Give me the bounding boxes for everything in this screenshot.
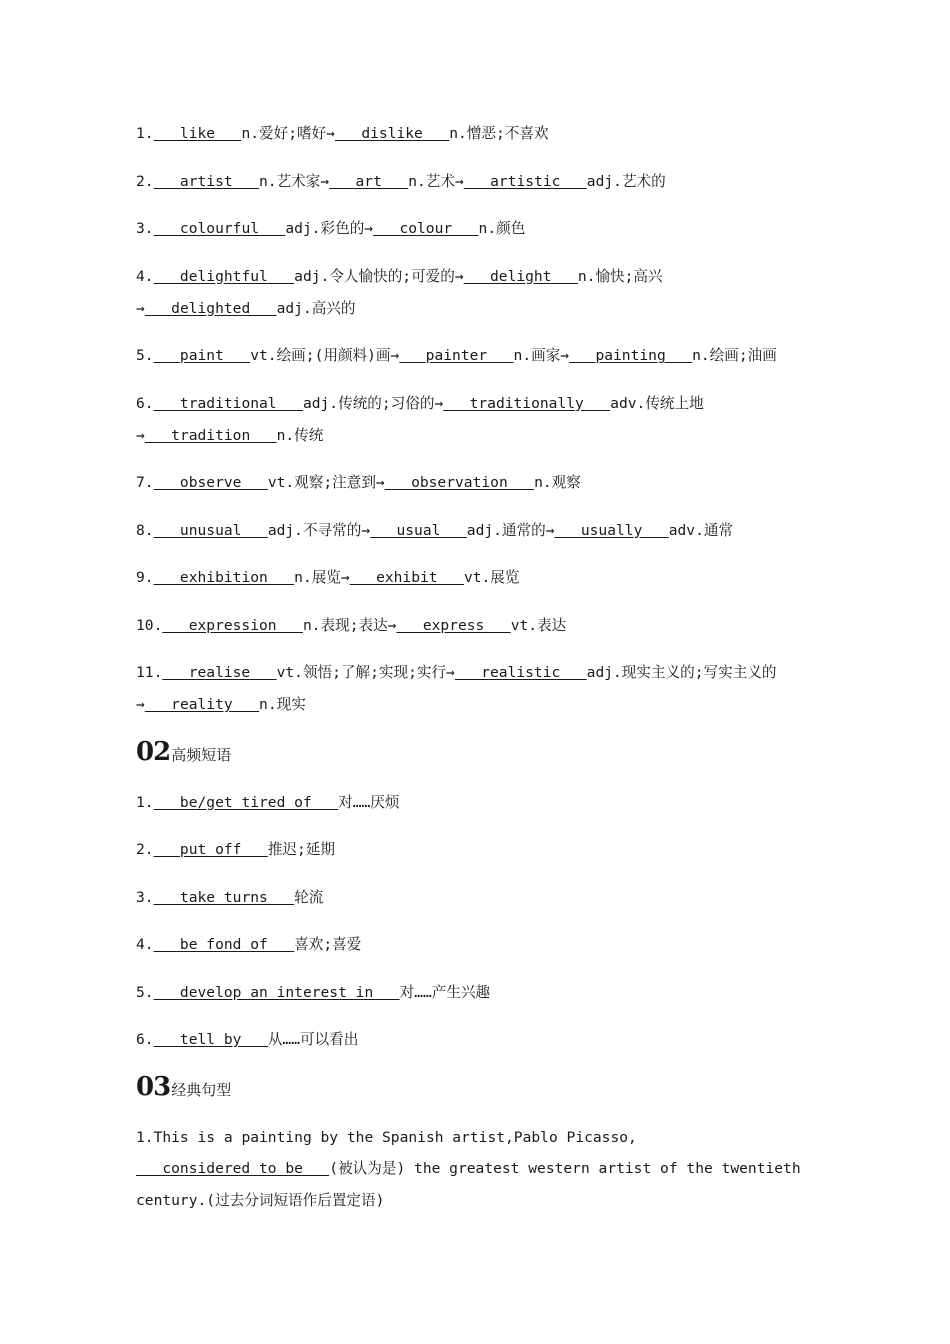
answer-blank: reality	[144, 696, 260, 713]
answer-blank: be fond of	[153, 936, 295, 953]
answer-blank: tradition	[144, 426, 277, 444]
item-number: 5.	[136, 983, 154, 1001]
definition-text: 喜欢;喜爱	[294, 936, 362, 953]
item-number: 1.	[136, 1128, 154, 1146]
vocab-item	[136, 657, 808, 721]
answer-blank: delight	[463, 267, 578, 285]
item-number: 7.	[136, 474, 154, 491]
answer-blank: colourful	[153, 220, 286, 237]
definition-text: n.现实	[259, 696, 306, 713]
definition-text: n.绘画;油画	[692, 347, 777, 364]
phrase-item	[136, 834, 808, 866]
vocab-item	[136, 166, 808, 198]
section-number: 02	[136, 736, 171, 767]
answer-blank: realistic	[454, 664, 587, 681]
definition-text: vt.表达	[510, 616, 567, 634]
answer-blank: delighted	[144, 299, 277, 317]
definition-text: n.观察	[534, 474, 581, 491]
item-number: 2.	[136, 172, 154, 190]
answer-blank: paint	[153, 347, 251, 364]
definition-text: adj.高兴的	[276, 299, 356, 317]
definition-text: adv.传统上地→	[136, 394, 704, 444]
worksheet-page	[136, 118, 808, 1216]
definition-text: adj.彩色的→	[285, 220, 374, 237]
item-number: 1.	[136, 125, 154, 142]
phrase-list	[136, 787, 808, 1057]
answer-blank: artistic	[463, 172, 587, 190]
definition-text: 从……可以看出	[267, 1031, 359, 1048]
answer-blank: painter	[399, 347, 514, 364]
answer-blank: delightful	[153, 267, 295, 285]
definition-text: n.展览→	[294, 569, 350, 586]
answer-blank: artist	[153, 172, 260, 190]
definition-text: n.憎恶;不喜欢	[449, 125, 549, 142]
answer-blank: unusual	[153, 521, 268, 539]
item-number: 2.	[136, 841, 154, 858]
definition-text: n.爱好;嗜好→	[241, 125, 335, 142]
answer-blank: take turns	[153, 888, 295, 906]
item-number: 10.	[136, 616, 163, 634]
answer-blank: painting	[569, 347, 693, 364]
item-number: 3.	[136, 888, 154, 906]
section-title: 高频短语	[171, 745, 232, 764]
answer-blank: usually	[554, 521, 669, 539]
phrase-item	[136, 1024, 808, 1056]
item-number: 3.	[136, 220, 154, 237]
definition-text: This is a painting by the Spanish artist,Pablo Picasso,	[153, 1128, 637, 1146]
section-header-sentences	[136, 1072, 808, 1110]
answer-blank: traditionally	[443, 394, 611, 412]
vocab-item	[136, 340, 808, 372]
definition-text: adj.通常的→	[466, 521, 555, 539]
phrase-item	[136, 929, 808, 961]
item-number: 9.	[136, 569, 154, 586]
answer-blank: tell by	[153, 1031, 268, 1048]
answer-blank: usual	[370, 521, 467, 539]
item-number: 6.	[136, 394, 154, 412]
answer-blank: like	[153, 125, 242, 142]
definition-text: 推迟;延期	[267, 841, 335, 858]
answer-blank: exhibit	[349, 569, 464, 586]
answer-blank: express	[396, 616, 511, 634]
answer-blank: put off	[153, 841, 268, 858]
answer-blank: expression	[162, 616, 303, 634]
answer-blank: exhibition	[153, 569, 295, 586]
definition-text: (被认为是) the greatest western artist of the twentieth century.(过去分词短语作后置定语)	[136, 1160, 801, 1209]
vocab-item	[136, 261, 808, 325]
section-title: 经典句型	[171, 1080, 232, 1099]
item-number: 4.	[136, 267, 154, 285]
item-number: 1.	[136, 793, 154, 811]
answer-blank: observe	[153, 474, 268, 491]
answer-blank: considered to be	[136, 1160, 330, 1177]
answer-blank: art	[329, 172, 409, 190]
section-number: 03	[136, 1071, 171, 1102]
definition-text: 对……产生兴趣	[399, 983, 491, 1001]
answer-blank: realise	[162, 664, 277, 681]
definition-text: adj.传统的;习俗的→	[302, 394, 444, 412]
vocab-item	[136, 562, 808, 594]
item-number: 6.	[136, 1031, 154, 1048]
definition-text: 对……厌烦	[338, 793, 400, 811]
phrase-item	[136, 977, 808, 1009]
definition-text: vt.领悟;了解;实现;实行→	[276, 664, 455, 681]
answer-blank: traditional	[153, 394, 303, 412]
definition-text: n.颜色	[478, 220, 526, 237]
answer-blank: be/get tired of	[153, 793, 339, 811]
vocab-item	[136, 515, 808, 547]
vocab-list	[136, 118, 808, 721]
sentence-list	[136, 1122, 808, 1217]
definition-text: n.传统	[276, 426, 324, 444]
item-number: 11.	[136, 664, 163, 681]
definition-text: vt.观察;注意到→	[267, 474, 385, 491]
vocab-item	[136, 467, 808, 499]
definition-text: n.艺术→	[408, 172, 464, 190]
item-number: 5.	[136, 347, 154, 364]
answer-blank: dislike	[334, 125, 450, 142]
definition-text: n.愉快;高兴→	[136, 267, 663, 317]
definition-text: adj.令人愉快的;可爱的→	[294, 267, 464, 285]
answer-blank: colour	[373, 220, 479, 237]
vocab-item	[136, 213, 808, 245]
item-number: 8.	[136, 521, 154, 539]
definition-text: vt.展览	[463, 569, 520, 586]
sentence-item	[136, 1122, 808, 1217]
definition-text: 轮流	[294, 888, 324, 906]
phrase-item	[136, 882, 808, 914]
phrase-item	[136, 787, 808, 819]
vocab-item	[136, 388, 808, 452]
definition-text: adj.现实主义的;写实主义的→	[136, 664, 777, 713]
item-number: 4.	[136, 936, 154, 953]
definition-text: adj.艺术的	[586, 172, 666, 190]
definition-text: adj.不寻常的→	[267, 521, 371, 539]
vocab-item	[136, 610, 808, 642]
definition-text: n.画家→	[513, 347, 570, 364]
answer-blank: observation	[384, 474, 535, 491]
definition-text: n.艺术家→	[259, 172, 330, 190]
definition-text: n.表现;表达→	[302, 616, 397, 634]
section-header-phrases	[136, 737, 808, 775]
definition-text: vt.绘画;(用颜料)画→	[250, 347, 400, 364]
answer-blank: develop an interest in	[153, 983, 400, 1001]
vocab-item	[136, 118, 808, 150]
definition-text: adv.通常	[668, 521, 734, 539]
